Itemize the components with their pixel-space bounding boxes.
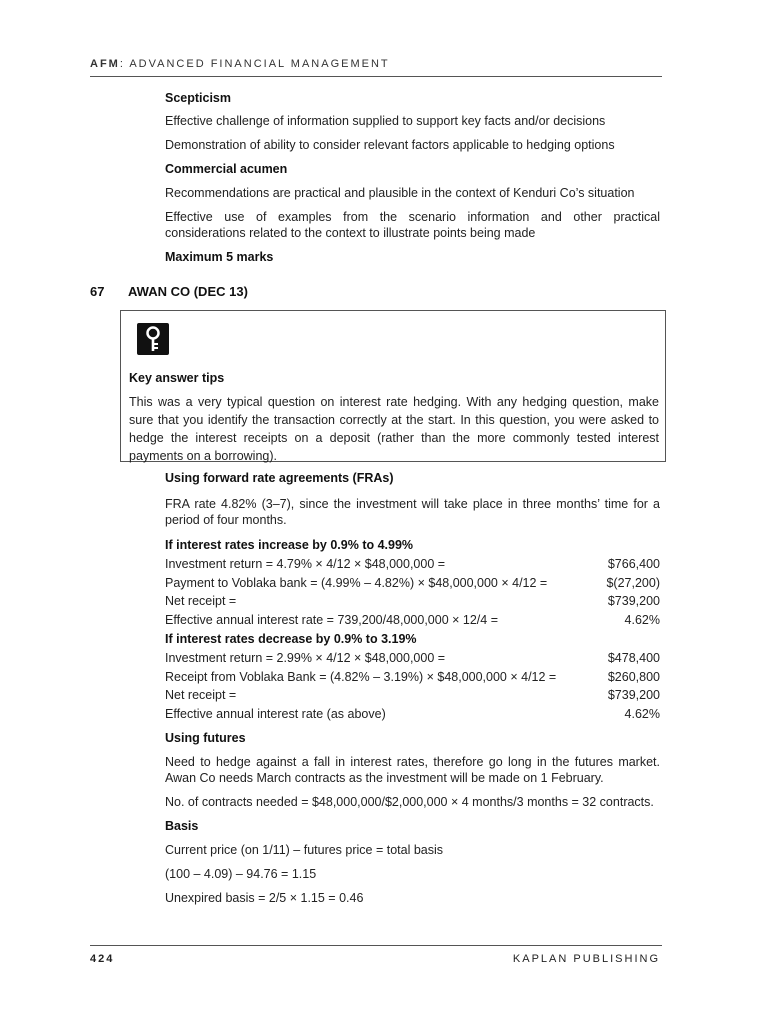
row-value: $260,800 (607, 669, 660, 684)
basis-line-1: Current price (on 1/11) – futures price = total basis (165, 843, 444, 857)
footer-rule (90, 945, 662, 946)
increase-row (165, 574, 660, 593)
row-label: Receipt from Voblaka Bank = (4.82% – 3.19%) × $48,000,000 × 4/12 = (165, 669, 557, 684)
increase-row (165, 555, 660, 574)
fra-heading: Using forward rate agreements (FRAs) (165, 471, 394, 485)
decrease-row (165, 705, 660, 724)
scepticism-point-2: Demonstration of ability to consider relevant factors applicable to hedging options (165, 138, 615, 152)
futures-section (165, 730, 660, 906)
commercial-point-1: Recommendations are practical and plausible in the context of Kenduri Co’s situation (165, 186, 635, 200)
row-label: Effective annual interest rate (as above) (165, 707, 386, 722)
row-label: Investment return = 2.99% × 4/12 × $48,000,000 = (165, 650, 446, 665)
page-number: 424 (90, 953, 115, 965)
row-label: Net receipt = (165, 594, 237, 609)
key-answer-tips-body: This was a very typical question on interest rate hedging. With any hedging question, make sure that you identify the transaction correctly at the start. In this question, you were asked to hedge the interest receipts on a deposit (rather than the more commonly tested interest payments on a borrowing). (129, 395, 659, 463)
maximum-marks: Maximum 5 marks (165, 250, 274, 264)
row-label: Effective annual interest rate = 739,200/48,000,000 × 12/4 = (165, 613, 499, 628)
question-heading (90, 284, 248, 299)
decrease-row (165, 686, 660, 705)
row-label: Investment return = 4.79% × 4/12 × $48,000,000 = (165, 556, 446, 571)
marking-criteria (165, 90, 660, 265)
futures-intro: Need to hedge against a fall in interest rates, therefore go long in the futures market. Awan Co needs March contracts as the investment will be made on 1 February. (165, 755, 660, 785)
fra-section (165, 470, 660, 724)
header-rule (90, 76, 662, 77)
publisher-name: KAPLAN PUBLISHING (512, 953, 660, 965)
scepticism-point-1: Effective challenge of information supplied to support key facts and/or decisions (165, 114, 606, 128)
header-title: : ADVANCED FINANCIAL MANAGEMENT (119, 58, 390, 70)
basis-heading: Basis (165, 819, 199, 833)
header-prefix: AFM (90, 58, 120, 70)
scepticism-heading: Scepticism (165, 91, 232, 105)
contracts-needed: No. of contracts needed = $48,000,000/$2,000,000 × 4 months/3 months = 32 contracts. (165, 795, 654, 809)
fra-intro: FRA rate 4.82% (3–7), since the investment will take place in three months’ time for a period of four months. (165, 497, 660, 527)
basis-line-2: (100 – 4.09) – 94.76 = 1.15 (165, 867, 317, 881)
decrease-row (165, 668, 660, 687)
decrease-heading: If interest rates decrease by 0.9% to 3.19% (165, 631, 417, 646)
row-value: $739,200 (607, 594, 660, 609)
running-header (90, 58, 662, 70)
row-value: $739,200 (607, 688, 660, 703)
row-value: $766,400 (607, 556, 660, 571)
question-title: AWAN CO (DEC 13) (128, 284, 248, 299)
row-value: $478,400 (607, 650, 660, 665)
increase-heading: If interest rates increase by 0.9% to 4.99% (165, 538, 414, 552)
key-answer-tips-box (120, 310, 666, 462)
futures-heading: Using futures (165, 731, 246, 745)
basis-line-3: Unexpired basis = 2/5 × 1.15 = 0.46 (165, 891, 364, 905)
increase-row (165, 592, 660, 611)
key-answer-tips-title: Key answer tips (129, 371, 225, 385)
increase-row (165, 611, 660, 630)
row-label: Payment to Voblaka bank = (4.99% – 4.82%) × $48,000,000 × 4/12 = (165, 575, 548, 590)
row-value: $(27,200) (606, 575, 660, 590)
key-icon (137, 323, 169, 355)
row-value: 4.62% (624, 613, 660, 628)
commercial-acumen-heading: Commercial acumen (165, 162, 288, 176)
row-value: 4.62% (624, 707, 660, 722)
commercial-point-2: Effective use of examples from the scenario information and other practical considerations related to the context to illustrate points being made (165, 210, 660, 240)
row-label: Net receipt = (165, 688, 237, 703)
question-number: 67 (90, 284, 105, 299)
decrease-row (165, 649, 660, 668)
